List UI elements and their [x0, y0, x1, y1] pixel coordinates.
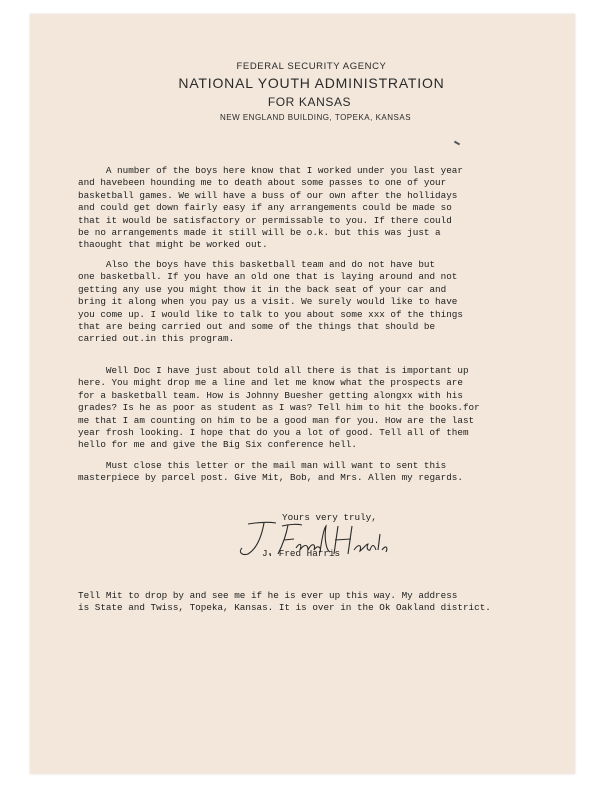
- typed-name: J. Fred Harris: [262, 548, 341, 559]
- letterhead-organization: NATIONAL YOUTH ADMINISTRATION: [178, 75, 445, 91]
- body-paragraph-4: Must close this letter or the mail man will want to sent this masterpiece by parcel post. Give Mit, Bob, and Mrs. Allen my regards.: [78, 460, 463, 484]
- postscript: Tell Mit to drop by and see me if he is ever up this way. My address is State and Twiss, Topeka, Kansas. It is over in the Ok Oakland district.: [78, 590, 491, 614]
- letterhead-address: NEW ENGLAND BUILDING, TOPEKA, KANSAS: [219, 113, 412, 122]
- body-paragraph-1: A number of the boys here know that I worked under you last year and havebeen hounding me to death about some passes to one of your basketball games. We will have a buss of our own after the hollidays and could get down fairly easy if any arrangements could be made so that it would be satisfactory or permissable to you. If there could be no arrangements made it still will be o.k. but this was just a thaought that might be worked out.: [78, 165, 463, 251]
- body-paragraph-3: Well Doc I have just about told all there is that is important up here. You might drop me a line and let me know what the prospects are for a basketball team. How is Johnny Buesher getting alongxx with his grades? Is he as poor as student as I was? Tell him to hit the books.for me that I am counting on him to be a good man for you. How are the last year frosh looking. I hope that do you a lot of good. Tell all of them hello for me and give the Big Six conference hell.: [78, 365, 480, 451]
- letterhead: [30, 60, 575, 125]
- letterhead-state: FOR KANSAS: [267, 95, 352, 109]
- body-paragraph-2: Also the boys have this basketball team and do not have but one basketball. If you have an old one that is laying around and not getting any use you might thow it in the back seat of your car and bring it along when you pay us a visit. We surely would like to have you come up. I would like to talk to you about some xxx of the things that are being carried out and some of the things that should be carried out.in this program.: [78, 259, 463, 345]
- closing-line: Yours very truly,: [282, 512, 377, 523]
- pencil-mark: [454, 141, 460, 146]
- letter-page: [30, 14, 575, 774]
- letterhead-agency: FEDERAL SECURITY AGENCY: [236, 61, 387, 72]
